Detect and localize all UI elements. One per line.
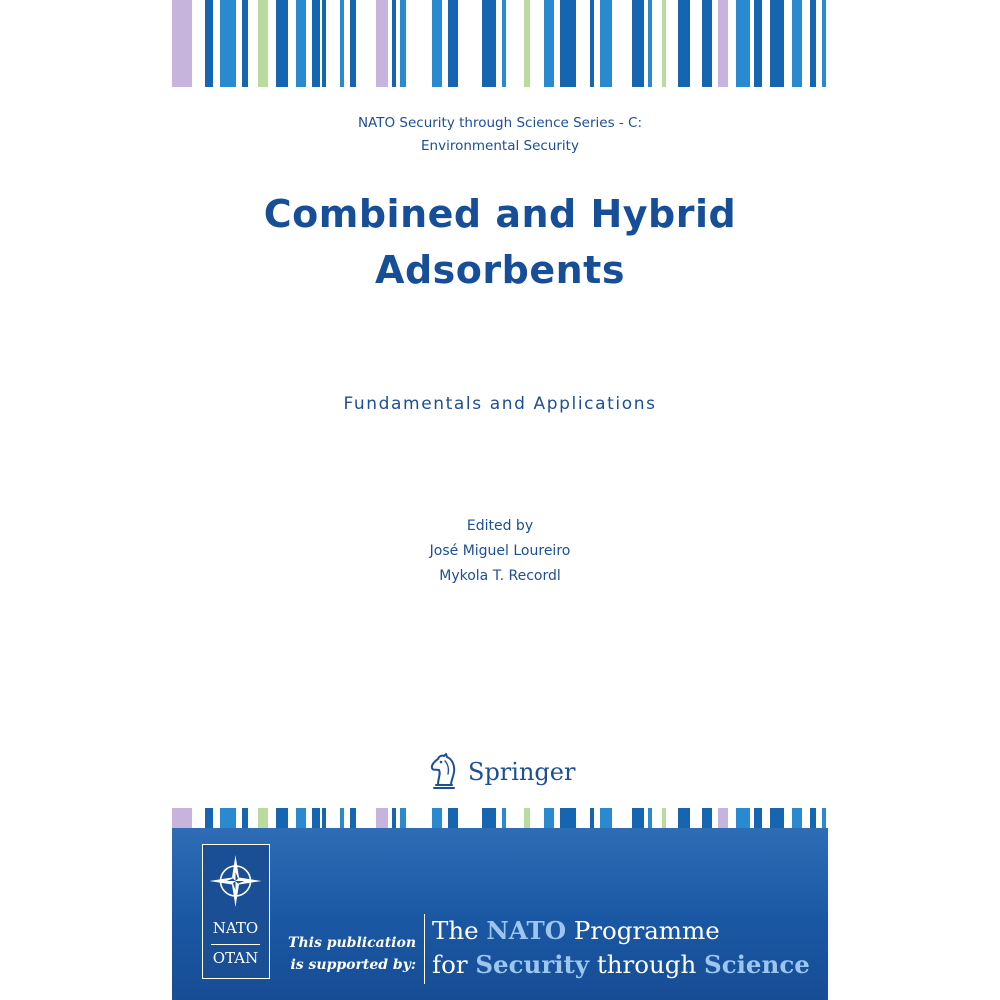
decorative-stripe [172,808,192,828]
decorative-stripe [312,0,320,87]
programme-text: through [589,950,705,979]
programme-name [432,914,824,982]
decorative-stripe [736,808,750,828]
decorative-stripe [502,808,506,828]
decorative-stripe [242,808,248,828]
book-subtitle: Fundamentals and Applications [343,394,657,414]
publisher-name: Springer [468,758,576,786]
programme-highlight: NATO [486,916,567,945]
decorative-stripe [350,808,356,828]
decorative-stripe [400,0,406,87]
decorative-stripe [448,808,458,828]
decorative-stripe [322,808,326,828]
decorative-stripe [810,808,816,828]
decorative-stripe [322,0,326,87]
programme-text: Programme [566,916,720,945]
decorative-stripe [648,808,652,828]
decorative-stripe [376,0,388,87]
decorative-stripe [392,0,396,87]
decorative-stripe [590,808,594,828]
decorative-stripe [296,808,306,828]
series-title [172,112,828,158]
decorative-stripe [544,0,554,87]
decorative-stripe [770,808,784,828]
decorative-stripe [754,0,762,87]
programme-text: for [432,950,476,979]
editor-name: Mykola T. Recordl [439,568,561,584]
nato-logo [202,844,270,979]
decorative-stripe [792,0,802,87]
programme-line-1 [432,914,824,948]
programme-highlight: Science [704,950,810,979]
decorative-stripe [258,808,268,828]
programme-text: The [432,916,487,945]
decorative-stripe [810,0,816,87]
logo-divider [211,944,260,945]
nato-banner [172,828,828,1000]
editors-block [172,514,828,589]
decorative-stripe [702,0,712,87]
decorative-stripe [702,808,712,828]
decorative-stripe [392,808,396,828]
title-line-1: Combined and Hybrid [263,192,737,236]
decorative-stripe [600,808,612,828]
decorative-stripe [632,808,644,828]
decorative-stripe [524,808,530,828]
decorative-stripe [678,0,690,87]
decorative-stripe [632,0,644,87]
publisher-logo [426,750,575,794]
vertical-divider [424,914,425,984]
decorative-stripe [400,808,406,828]
decorative-stripe [560,808,576,828]
decorative-stripe [544,808,554,828]
decorative-stripe [600,0,612,87]
decorative-stripe [590,0,594,87]
decorative-stripe [350,0,356,87]
support-line-1: This publication [288,935,416,951]
book-cover [172,0,828,1000]
decorative-stripe [340,0,344,87]
decorative-stripe [678,808,690,828]
programme-line-2 [432,948,824,982]
decorative-stripe [312,808,320,828]
decorative-stripe [718,808,728,828]
edited-by-label: Edited by [466,518,534,534]
decorative-stripe [220,0,236,87]
decorative-stripe [432,0,442,87]
support-statement [276,932,416,976]
series-line-2: Environmental Security [421,138,579,154]
title-line-2: Adsorbents [375,248,625,292]
decorative-stripe [822,808,826,828]
decorative-stripe [432,808,442,828]
decorative-stripe [718,0,728,87]
top-stripe-band [172,0,828,87]
editor-name: José Miguel Loureiro [429,543,571,559]
decorative-stripe [220,808,236,828]
series-line-1: NATO Security through Science Series - C: [357,115,643,131]
book-title [172,186,828,298]
decorative-stripe [754,808,762,828]
decorative-stripe [524,0,530,87]
decorative-stripe [172,0,192,87]
decorative-stripe [648,0,652,87]
nato-label: NATO [212,919,259,937]
decorative-stripe [792,808,802,828]
decorative-stripe [482,808,496,828]
decorative-stripe [822,0,826,87]
decorative-stripe [296,0,306,87]
decorative-stripe [448,0,458,87]
chess-knight-icon [426,752,462,792]
decorative-stripe [340,808,344,828]
decorative-stripe [502,0,506,87]
support-line-2: is supported by: [290,957,416,973]
decorative-stripe [276,0,288,87]
programme-highlight: Security [475,950,590,979]
decorative-stripe [770,0,784,87]
decorative-stripe [560,0,576,87]
decorative-stripe [205,0,213,87]
middle-stripe-band [172,808,828,828]
decorative-stripe [205,808,213,828]
decorative-stripe [662,0,666,87]
decorative-stripe [736,0,750,87]
compass-rose-icon [203,845,268,913]
otan-label: OTAN [212,949,259,967]
decorative-stripe [242,0,248,87]
decorative-stripe [258,0,268,87]
decorative-stripe [376,808,388,828]
decorative-stripe [276,808,288,828]
decorative-stripe [662,808,666,828]
decorative-stripe [482,0,496,87]
